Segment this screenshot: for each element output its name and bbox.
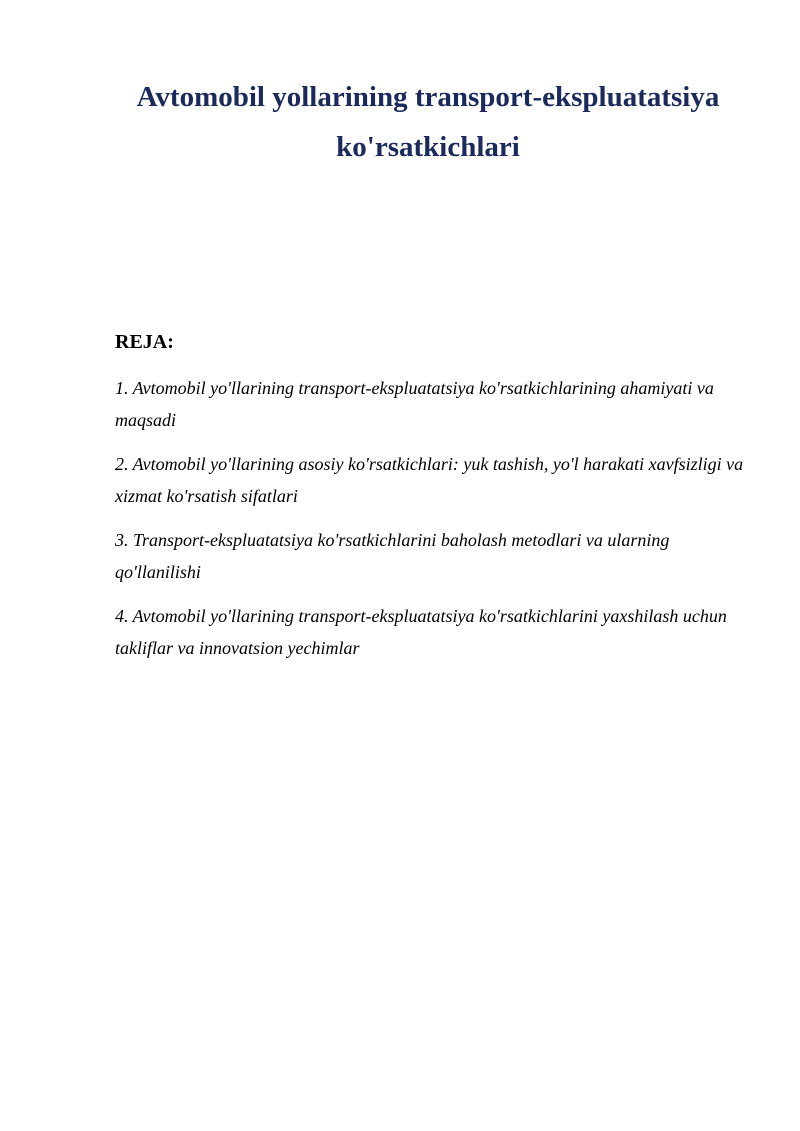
plan-list (115, 372, 755, 676)
plan-item-4: 4. Avtomobil yo'llarining transport-ekspluatatsiya ko'rsatkichlarini yaxshilash uchun takliflar va innovatsion yechimlar (115, 606, 727, 658)
document-title: Avtomobil yollarining transport-ekspluatatsiya ko'rsatkichlari (136, 81, 720, 163)
plan-heading: REJA: (115, 331, 174, 353)
plan-item-3: 3. Transport-ekspluatatsiya ko'rsatkichlarini baholash metodlari va ularning qo'llanilishi (115, 530, 670, 582)
plan-item-1: 1. Avtomobil yo'llarining transport-ekspluatatsiya ko'rsatkichlarining ahamiyati va maqsadi (115, 378, 714, 430)
plan-item-2: 2. Avtomobil yo'llarining asosiy ko'rsatkichlari: yuk tashish, yo'l harakati xavfsizligi va xizmat ko'rsatish sifatlari (115, 454, 744, 506)
